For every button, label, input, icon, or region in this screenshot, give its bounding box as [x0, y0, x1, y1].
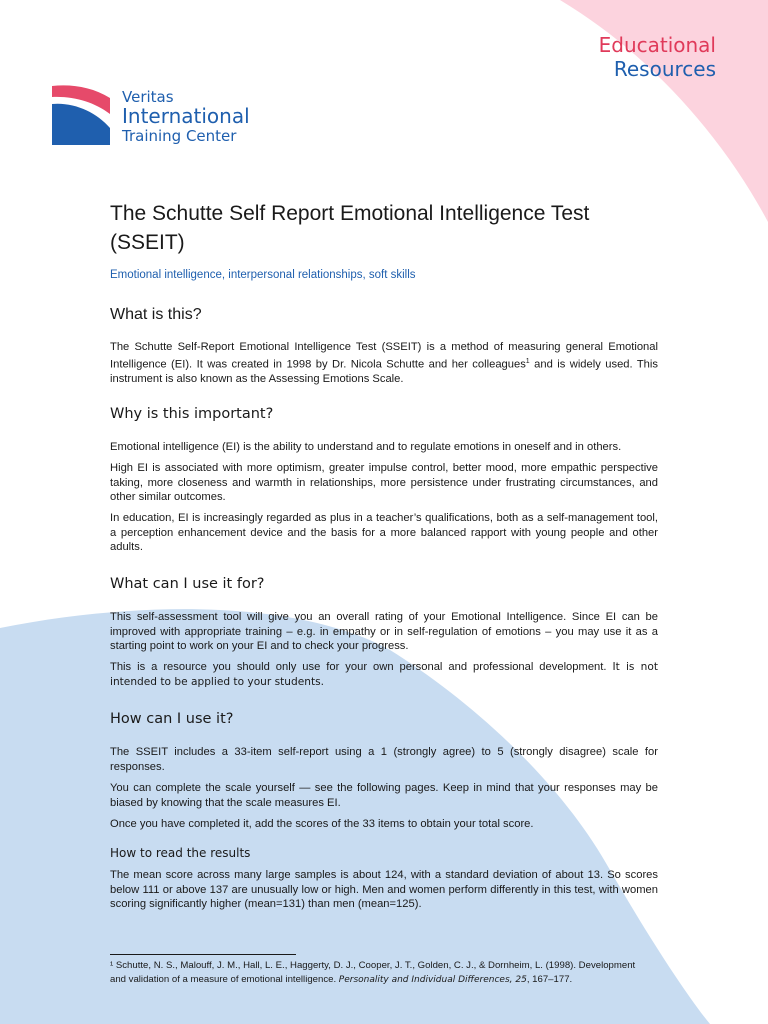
- footnote-divider: [110, 954, 296, 955]
- why-paragraph-2: High EI is associated with more optimism, greater impulse control, better mood, more empathic perspective taking, more closeness and warmth in relationships, more persistence under frustrating circumstances, and other similar outcomes.: [110, 462, 658, 503]
- what-text-b: and is widely used. This instrument is also known as the Assessing Emotions Scale.: [110, 358, 658, 385]
- how-paragraph-2: You can complete the scale yourself — see the following pages. Keep in mind that your responses may be biased by knowing that the scale measures EI.: [110, 782, 658, 809]
- footnote-text-a: ¹ Schutte, N. S., Malouff, J. M., Hall, L. E., Haggerty, D. J., Cooper, J. T., Golden, C. J., & Dornheim, L. (1998). Development and validation of a measure of emotional intelligence.: [110, 960, 636, 985]
- footnote-journal: Personality and Individual Differences, 25: [338, 974, 527, 985]
- results-paragraph: The mean score across many large samples is about 124, with a standard deviation of about 13. So scores below 111 or above 137 are unusually low or high. Men and women perform differently in this test, with women scoring significantly higher (mean=131) than men (mean=125).: [110, 869, 658, 910]
- use-for-text-a: This is a resource you should only use for your own personal and professional development.: [110, 661, 613, 673]
- heading-why-important: Why is this important?: [110, 406, 274, 422]
- subheading-read-results: How to read the results: [110, 846, 251, 860]
- footnote-ref: 1: [525, 357, 530, 365]
- footnote-text-b: , 167–177.: [526, 973, 573, 985]
- how-paragraph-3: Once you have completed it, add the scores of the 33 items to obtain your total score.: [110, 818, 534, 830]
- topic-tags: Emotional intelligence, interpersonal relationships, soft skills: [110, 269, 416, 281]
- heading-how-use: How can I use it?: [110, 711, 234, 727]
- how-paragraph-1: The SSEIT includes a 33-item self-report using a 1 (strongly agree) to 5 (strongly disagree) scale for responses.: [110, 746, 658, 773]
- heading-use-for: What can I use it for?: [110, 576, 265, 592]
- why-paragraph-3: In education, EI is increasingly regarded as plus in a teacher’s qualifications, both as a self-management tool, a perception enhancement device and the basis for a more balanced rapport with young people and other adults.: [110, 512, 658, 553]
- logo-name-veritas: Veritas: [122, 88, 174, 106]
- page-title: The Schutte Self Report Emotional Intelligence Test (SSEIT): [110, 202, 590, 254]
- brand-line-2: Resources: [613, 57, 716, 81]
- footnote: [110, 959, 650, 987]
- what-paragraph: [110, 340, 658, 386]
- use-for-paragraph-1: This self-assessment tool will give you an overall rating of your Emotional Intelligence. Since EI can be improved with appropriate training – e.g. in empathy or in self-regulation of emotions – you may use it as a starting point to work on your EI and to check your progress.: [110, 611, 658, 652]
- use-for-text-b: It is not intended to be applied to your students.: [110, 661, 658, 688]
- educational-resources-brand: [599, 33, 716, 81]
- use-for-paragraph-2: [110, 660, 658, 689]
- brand-line-1: Educational: [598, 33, 716, 57]
- logo-name-training-center: Training Center: [122, 127, 237, 145]
- what-text-a: The Schutte Self-Report Emotional Intelligence Test (SSEIT) is a method of measuring general Emotional Intelligence (EI). It was created in 1998 by Dr. Nicola Schutte and her colleagues: [110, 341, 658, 371]
- why-paragraph-1: Emotional intelligence (EI) is the ability to understand and to regulate emotions in oneself and in others.: [110, 441, 622, 453]
- logo-mark-icon: [52, 84, 112, 146]
- logo-name-international: International: [122, 104, 250, 128]
- heading-what-is-this: What is this?: [110, 306, 202, 323]
- veritas-logo: [52, 84, 272, 146]
